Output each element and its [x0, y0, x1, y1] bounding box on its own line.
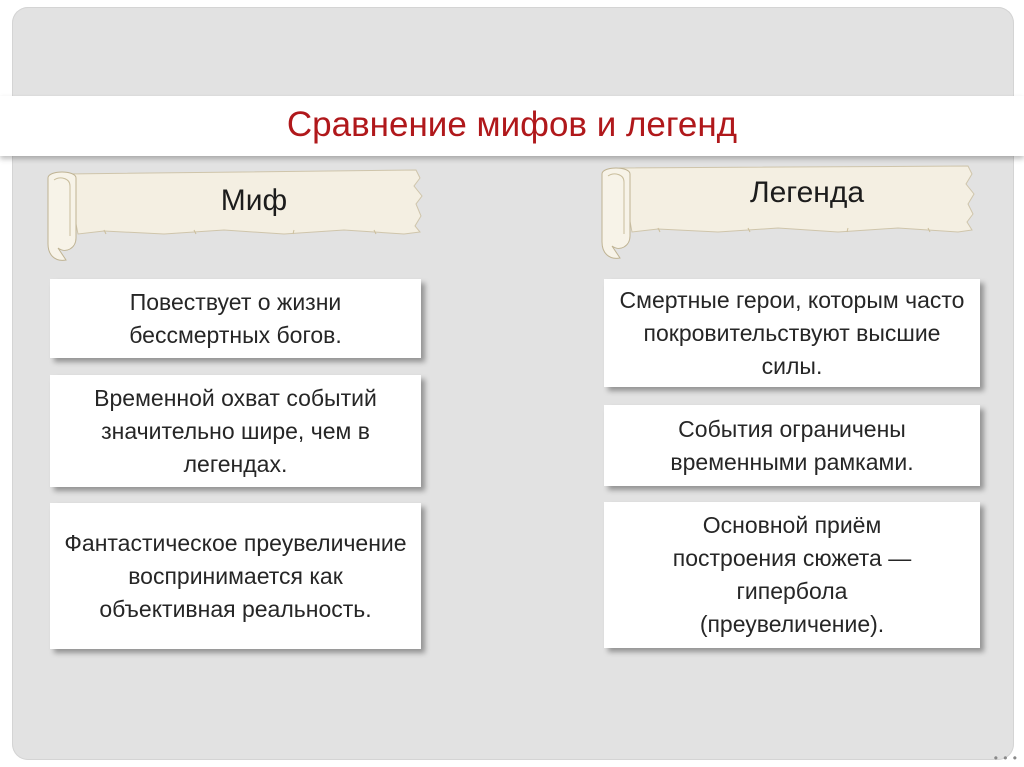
corner-dots-icon: • • • [993, 751, 1018, 765]
page-title: Сравнение мифов и легенд [286, 105, 738, 144]
scroll-banner-legend [598, 164, 976, 232]
scroll-banner-myth [44, 168, 424, 236]
legend-card-1: Смертные герои, которым часто покровительствуют высшие силы. [604, 279, 980, 387]
legend-card-2: События ограничены временными рамками. [604, 405, 980, 486]
myth-card-1: Повествует о жизни бессмертных богов. [50, 279, 421, 358]
column-heading-myth: Миф [220, 184, 288, 217]
myth-card-2: Временной охват событий значительно шире, чем в легендах. [50, 375, 421, 487]
myth-card-3: Фантастическое преувеличение воспринимается как объективная реальность. [50, 503, 421, 649]
legend-card-3: Основной приём построения сюжета — гипербола (преувеличение). [604, 502, 980, 648]
column-heading-legend: Легенда [749, 176, 865, 209]
